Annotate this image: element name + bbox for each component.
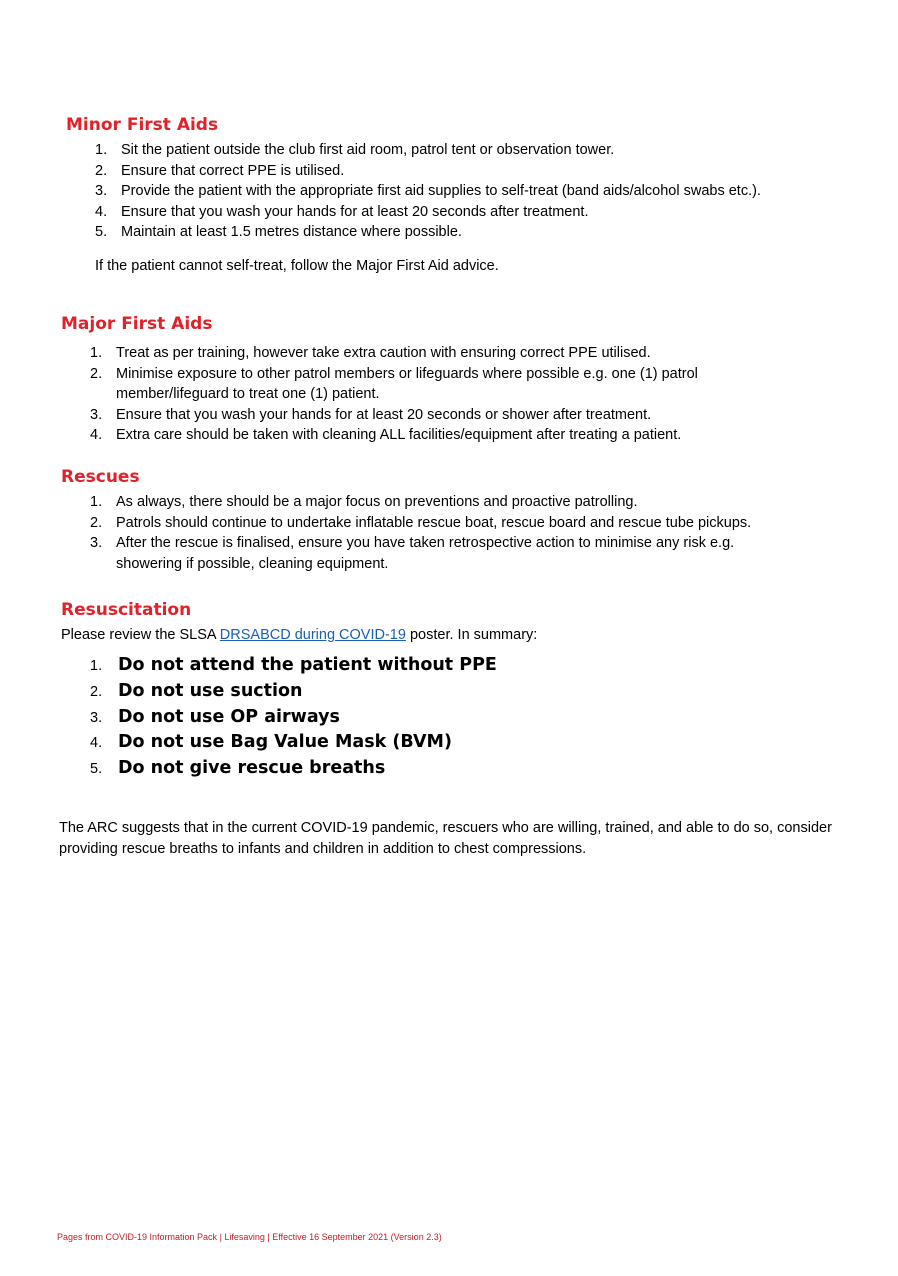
list-item: 1. Treat as per training, however take extra caution with ensuring correct PPE utilised. — [90, 345, 651, 361]
list-item: 4. Do not use Bag Value Mask (BVM) — [90, 732, 452, 753]
list-item: 2. Do not use suction — [90, 680, 303, 701]
minor-first-aids-list — [95, 140, 835, 243]
page-footer: Pages from COVID-19 Information Pack | Lifesaving | Effective 16 September 2021 (Version 2.3) — [57, 1232, 442, 1242]
list-item: 5. Do not give rescue breaths — [90, 758, 386, 779]
list-item: 3. After the rescue is finalised, ensure you have taken retrospective action to minimise any risk e.g. showering if possible, cleaning equipment. — [90, 535, 735, 572]
minor-first-aids-heading: Minor First Aids — [66, 115, 219, 135]
minor-note: If the patient cannot self-treat, follow the Major First Aid advice. — [95, 258, 499, 274]
list-item: 3. Provide the patient with the appropriate first aid supplies to self-treat (band aids/alcohol swabs etc.). — [95, 183, 761, 199]
list-item: 1. Do not attend the patient without PPE — [90, 655, 497, 675]
list-item: 4. Extra care should be taken with cleaning ALL facilities/equipment after treating a patient. — [90, 427, 682, 443]
list-item: 4. Ensure that you wash your hands for at least 20 seconds after treatment. — [95, 203, 589, 220]
drsabcd-poster-link[interactable]: DRSABCD during COVID-19 — [219, 627, 406, 643]
resuscitation-heading: Resuscitation — [61, 600, 192, 620]
major-first-aids-heading: Major First Aids — [61, 314, 213, 334]
major-first-aids-list — [90, 343, 770, 446]
list-item: 2. Minimise exposure to other patrol members or lifeguards where possible e.g. one (1) patrol member/lifeguard to treat one (1) patient. — [90, 365, 698, 402]
arc-note: The ARC suggests that in the current COVID-19 pandemic, rescuers who are willing, trained, and able to do so, consider providing rescue breaths to infants and children in addition to chest compressions. — [59, 820, 832, 857]
list-item: 3. Do not use OP airways — [90, 706, 340, 727]
list-item: 2. Patrols should continue to undertake inflatable rescue boat, rescue board and rescue tube pickups. — [90, 514, 752, 531]
rescues-heading: Rescues — [61, 467, 140, 487]
list-item: 1. As always, there should be a major focus on preventions and proactive patrolling. — [90, 494, 638, 510]
rescues-list — [90, 492, 810, 574]
list-item: 1. Sit the patient outside the club first aid room, patrol tent or observation tower. — [95, 142, 615, 158]
list-item: 3. Ensure that you wash your hands for at least 20 seconds or shower after treatment. — [90, 406, 652, 423]
list-item: 2. Ensure that correct PPE is utilised. — [95, 162, 345, 179]
resuscitation-intro: Please review the SLSA DRSABCD during COVID-19 poster. In summary: — [61, 627, 538, 643]
resuscitation-summary-list — [90, 653, 590, 782]
list-item: 5. Maintain at least 1.5 metres distance where possible. — [95, 224, 462, 240]
